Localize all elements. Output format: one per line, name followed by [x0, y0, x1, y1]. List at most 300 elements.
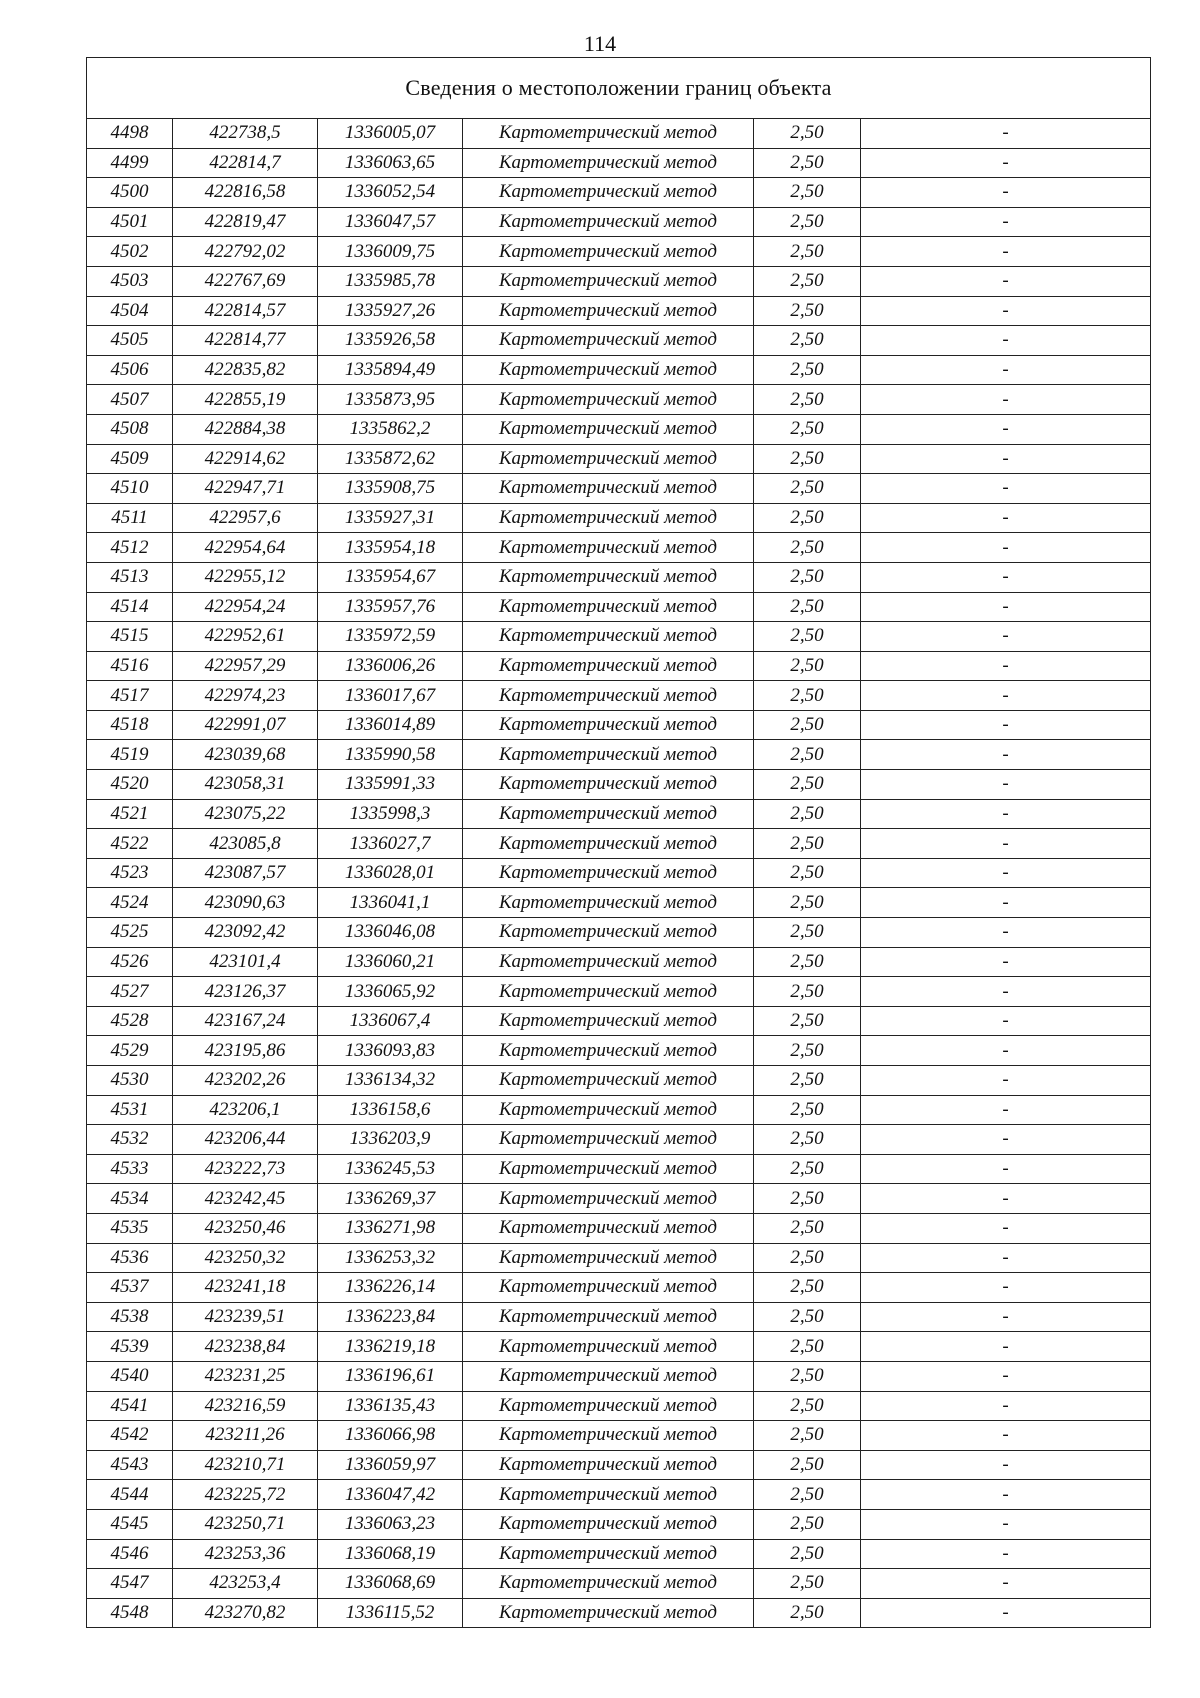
method-cell: Картометрический метод: [463, 355, 754, 385]
accuracy-cell: 2,50: [754, 770, 861, 800]
method-cell: Картометрический метод: [463, 1036, 754, 1066]
x-coordinate-cell: 422955,12: [173, 562, 318, 592]
point-number-cell: 4507: [87, 385, 173, 415]
x-coordinate-cell: 423250,32: [173, 1243, 318, 1273]
table-row: [87, 947, 1151, 977]
description-cell: -: [861, 326, 1151, 356]
accuracy-cell: 2,50: [754, 1095, 861, 1125]
method-cell: Картометрический метод: [463, 266, 754, 296]
method-cell: Картометрический метод: [463, 1125, 754, 1155]
x-coordinate-cell: 422957,6: [173, 503, 318, 533]
method-cell: Картометрический метод: [463, 1539, 754, 1569]
description-cell: -: [861, 1125, 1151, 1155]
y-coordinate-cell: 1336093,83: [318, 1036, 463, 1066]
point-number-cell: 4498: [87, 119, 173, 149]
x-coordinate-cell: 423250,46: [173, 1213, 318, 1243]
description-cell: -: [861, 1598, 1151, 1628]
description-cell: -: [861, 1213, 1151, 1243]
accuracy-cell: 2,50: [754, 1006, 861, 1036]
accuracy-cell: 2,50: [754, 1184, 861, 1214]
y-coordinate-cell: 1335985,78: [318, 266, 463, 296]
method-cell: Картометрический метод: [463, 977, 754, 1007]
y-coordinate-cell: 1335927,26: [318, 296, 463, 326]
method-cell: Картометрический метод: [463, 1391, 754, 1421]
y-coordinate-cell: 1336223,84: [318, 1302, 463, 1332]
accuracy-cell: 2,50: [754, 918, 861, 948]
table-row: [87, 148, 1151, 178]
table-header-row: [87, 58, 1151, 119]
accuracy-cell: 2,50: [754, 829, 861, 859]
y-coordinate-cell: 1335908,75: [318, 474, 463, 504]
table-row: [87, 1509, 1151, 1539]
table-row: [87, 533, 1151, 563]
accuracy-cell: 2,50: [754, 1450, 861, 1480]
x-coordinate-cell: 422792,02: [173, 237, 318, 267]
boundary-coordinates-table: [86, 57, 1151, 1628]
description-cell: -: [861, 770, 1151, 800]
x-coordinate-cell: 423039,68: [173, 740, 318, 770]
y-coordinate-cell: 1335927,31: [318, 503, 463, 533]
description-cell: -: [861, 296, 1151, 326]
y-coordinate-cell: 1336028,01: [318, 858, 463, 888]
table-row: [87, 1095, 1151, 1125]
y-coordinate-cell: 1335998,3: [318, 799, 463, 829]
point-number-cell: 4522: [87, 829, 173, 859]
accuracy-cell: 2,50: [754, 1036, 861, 1066]
point-number-cell: 4519: [87, 740, 173, 770]
method-cell: Картометрический метод: [463, 178, 754, 208]
accuracy-cell: 2,50: [754, 207, 861, 237]
y-coordinate-cell: 1335991,33: [318, 770, 463, 800]
y-coordinate-cell: 1336245,53: [318, 1154, 463, 1184]
point-number-cell: 4516: [87, 651, 173, 681]
description-cell: -: [861, 1391, 1151, 1421]
description-cell: -: [861, 474, 1151, 504]
method-cell: Картометрический метод: [463, 119, 754, 149]
method-cell: Картометрический метод: [463, 1480, 754, 1510]
point-number-cell: 4510: [87, 474, 173, 504]
x-coordinate-cell: 423202,26: [173, 1066, 318, 1096]
y-coordinate-cell: 1336115,52: [318, 1598, 463, 1628]
description-cell: -: [861, 1539, 1151, 1569]
table-row: [87, 474, 1151, 504]
point-number-cell: 4541: [87, 1391, 173, 1421]
table-row: [87, 1302, 1151, 1332]
description-cell: -: [861, 178, 1151, 208]
method-cell: Картометрический метод: [463, 1332, 754, 1362]
method-cell: Картометрический метод: [463, 622, 754, 652]
table-row: [87, 1480, 1151, 1510]
accuracy-cell: 2,50: [754, 326, 861, 356]
y-coordinate-cell: 1335954,18: [318, 533, 463, 563]
point-number-cell: 4544: [87, 1480, 173, 1510]
point-number-cell: 4502: [87, 237, 173, 267]
method-cell: Картометрический метод: [463, 947, 754, 977]
table-row: [87, 207, 1151, 237]
y-coordinate-cell: 1335873,95: [318, 385, 463, 415]
method-cell: Картометрический метод: [463, 829, 754, 859]
method-cell: Картометрический метод: [463, 1095, 754, 1125]
table-row: [87, 1450, 1151, 1480]
table-row: [87, 385, 1151, 415]
y-coordinate-cell: 1336017,67: [318, 681, 463, 711]
point-number-cell: 4514: [87, 592, 173, 622]
x-coordinate-cell: 423167,24: [173, 1006, 318, 1036]
x-coordinate-cell: 423238,84: [173, 1332, 318, 1362]
table-title: Сведения о местоположении границ объекта: [87, 58, 1151, 119]
x-coordinate-cell: 423239,51: [173, 1302, 318, 1332]
point-number-cell: 4513: [87, 562, 173, 592]
table-row: [87, 1569, 1151, 1599]
table-row: [87, 888, 1151, 918]
method-cell: Картометрический метод: [463, 562, 754, 592]
accuracy-cell: 2,50: [754, 414, 861, 444]
description-cell: -: [861, 503, 1151, 533]
method-cell: Картометрический метод: [463, 1598, 754, 1628]
table-row: [87, 977, 1151, 1007]
table-row: [87, 770, 1151, 800]
accuracy-cell: 2,50: [754, 148, 861, 178]
point-number-cell: 4503: [87, 266, 173, 296]
y-coordinate-cell: 1336047,57: [318, 207, 463, 237]
accuracy-cell: 2,50: [754, 562, 861, 592]
table-row: [87, 1154, 1151, 1184]
table-row: [87, 1539, 1151, 1569]
point-number-cell: 4511: [87, 503, 173, 533]
accuracy-cell: 2,50: [754, 178, 861, 208]
accuracy-cell: 2,50: [754, 1125, 861, 1155]
y-coordinate-cell: 1336027,7: [318, 829, 463, 859]
point-number-cell: 4518: [87, 710, 173, 740]
y-coordinate-cell: 1336068,69: [318, 1569, 463, 1599]
y-coordinate-cell: 1335954,67: [318, 562, 463, 592]
method-cell: Картометрический метод: [463, 503, 754, 533]
table-row: [87, 799, 1151, 829]
accuracy-cell: 2,50: [754, 1539, 861, 1569]
x-coordinate-cell: 422814,77: [173, 326, 318, 356]
y-coordinate-cell: 1335926,58: [318, 326, 463, 356]
table-row: [87, 858, 1151, 888]
x-coordinate-cell: 422954,24: [173, 592, 318, 622]
method-cell: Картометрический метод: [463, 681, 754, 711]
method-cell: Картометрический метод: [463, 1273, 754, 1303]
table-row: [87, 1332, 1151, 1362]
point-number-cell: 4515: [87, 622, 173, 652]
accuracy-cell: 2,50: [754, 977, 861, 1007]
y-coordinate-cell: 1336060,21: [318, 947, 463, 977]
page-number: 114: [583, 31, 617, 56]
description-cell: -: [861, 1302, 1151, 1332]
accuracy-cell: 2,50: [754, 947, 861, 977]
accuracy-cell: 2,50: [754, 799, 861, 829]
point-number-cell: 4500: [87, 178, 173, 208]
description-cell: -: [861, 829, 1151, 859]
x-coordinate-cell: 422914,62: [173, 444, 318, 474]
description-cell: -: [861, 119, 1151, 149]
description-cell: -: [861, 1480, 1151, 1510]
point-number-cell: 4517: [87, 681, 173, 711]
description-cell: -: [861, 148, 1151, 178]
point-number-cell: 4529: [87, 1036, 173, 1066]
accuracy-cell: 2,50: [754, 1273, 861, 1303]
table-row: [87, 1391, 1151, 1421]
x-coordinate-cell: 422991,07: [173, 710, 318, 740]
table-row: [87, 710, 1151, 740]
x-coordinate-cell: 422814,57: [173, 296, 318, 326]
method-cell: Картометрический метод: [463, 592, 754, 622]
point-number-cell: 4542: [87, 1421, 173, 1451]
accuracy-cell: 2,50: [754, 266, 861, 296]
y-coordinate-cell: 1336271,98: [318, 1213, 463, 1243]
x-coordinate-cell: 422816,58: [173, 178, 318, 208]
x-coordinate-cell: 422952,61: [173, 622, 318, 652]
accuracy-cell: 2,50: [754, 1302, 861, 1332]
table-row: [87, 266, 1151, 296]
y-coordinate-cell: 1336253,32: [318, 1243, 463, 1273]
description-cell: -: [861, 799, 1151, 829]
y-coordinate-cell: 1336005,07: [318, 119, 463, 149]
method-cell: Картометрический метод: [463, 888, 754, 918]
x-coordinate-cell: 423126,37: [173, 977, 318, 1007]
accuracy-cell: 2,50: [754, 681, 861, 711]
table-row: [87, 1213, 1151, 1243]
method-cell: Картометрический метод: [463, 1154, 754, 1184]
accuracy-cell: 2,50: [754, 474, 861, 504]
description-cell: -: [861, 414, 1151, 444]
method-cell: Картометрический метод: [463, 1569, 754, 1599]
method-cell: Картометрический метод: [463, 710, 754, 740]
accuracy-cell: 2,50: [754, 888, 861, 918]
accuracy-cell: 2,50: [754, 740, 861, 770]
description-cell: -: [861, 237, 1151, 267]
accuracy-cell: 2,50: [754, 503, 861, 533]
x-coordinate-cell: 423270,82: [173, 1598, 318, 1628]
x-coordinate-cell: 423225,72: [173, 1480, 318, 1510]
description-cell: -: [861, 1569, 1151, 1599]
x-coordinate-cell: 422947,71: [173, 474, 318, 504]
accuracy-cell: 2,50: [754, 1391, 861, 1421]
x-coordinate-cell: 423211,26: [173, 1421, 318, 1451]
description-cell: -: [861, 1095, 1151, 1125]
x-coordinate-cell: 423087,57: [173, 858, 318, 888]
method-cell: Картометрический метод: [463, 1302, 754, 1332]
point-number-cell: 4545: [87, 1509, 173, 1539]
y-coordinate-cell: 1336063,23: [318, 1509, 463, 1539]
table-row: [87, 651, 1151, 681]
point-number-cell: 4534: [87, 1184, 173, 1214]
point-number-cell: 4524: [87, 888, 173, 918]
description-cell: -: [861, 355, 1151, 385]
method-cell: Картометрический метод: [463, 799, 754, 829]
point-number-cell: 4548: [87, 1598, 173, 1628]
x-coordinate-cell: 423101,4: [173, 947, 318, 977]
point-number-cell: 4509: [87, 444, 173, 474]
x-coordinate-cell: 423090,63: [173, 888, 318, 918]
x-coordinate-cell: 422957,29: [173, 651, 318, 681]
point-number-cell: 4535: [87, 1213, 173, 1243]
accuracy-cell: 2,50: [754, 1598, 861, 1628]
table-row: [87, 1006, 1151, 1036]
table-row: [87, 918, 1151, 948]
method-cell: Картометрический метод: [463, 740, 754, 770]
y-coordinate-cell: 1335872,62: [318, 444, 463, 474]
y-coordinate-cell: 1335862,2: [318, 414, 463, 444]
accuracy-cell: 2,50: [754, 237, 861, 267]
description-cell: -: [861, 947, 1151, 977]
table-row: [87, 119, 1151, 149]
point-number-cell: 4505: [87, 326, 173, 356]
description-cell: -: [861, 681, 1151, 711]
x-coordinate-cell: 423085,8: [173, 829, 318, 859]
table-body: [87, 119, 1151, 1628]
y-coordinate-cell: 1336134,32: [318, 1066, 463, 1096]
point-number-cell: 4521: [87, 799, 173, 829]
x-coordinate-cell: 422738,5: [173, 119, 318, 149]
y-coordinate-cell: 1336269,37: [318, 1184, 463, 1214]
point-number-cell: 4528: [87, 1006, 173, 1036]
y-coordinate-cell: 1336014,89: [318, 710, 463, 740]
description-cell: -: [861, 1421, 1151, 1451]
method-cell: Картометрический метод: [463, 148, 754, 178]
y-coordinate-cell: 1335990,58: [318, 740, 463, 770]
description-cell: -: [861, 622, 1151, 652]
x-coordinate-cell: 423195,86: [173, 1036, 318, 1066]
accuracy-cell: 2,50: [754, 1066, 861, 1096]
point-number-cell: 4512: [87, 533, 173, 563]
method-cell: Картометрический метод: [463, 651, 754, 681]
table-row: [87, 178, 1151, 208]
description-cell: -: [861, 1243, 1151, 1273]
x-coordinate-cell: 422954,64: [173, 533, 318, 563]
x-coordinate-cell: 422767,69: [173, 266, 318, 296]
accuracy-cell: 2,50: [754, 858, 861, 888]
point-number-cell: 4525: [87, 918, 173, 948]
point-number-cell: 4504: [87, 296, 173, 326]
accuracy-cell: 2,50: [754, 385, 861, 415]
description-cell: -: [861, 651, 1151, 681]
y-coordinate-cell: 1336059,97: [318, 1450, 463, 1480]
method-cell: Картометрический метод: [463, 858, 754, 888]
method-cell: Картометрический метод: [463, 207, 754, 237]
point-number-cell: 4506: [87, 355, 173, 385]
table-row: [87, 1598, 1151, 1628]
y-coordinate-cell: 1336063,65: [318, 148, 463, 178]
description-cell: -: [861, 385, 1151, 415]
y-coordinate-cell: 1336226,14: [318, 1273, 463, 1303]
description-cell: -: [861, 858, 1151, 888]
accuracy-cell: 2,50: [754, 1509, 861, 1539]
table-row: [87, 1184, 1151, 1214]
y-coordinate-cell: 1336203,9: [318, 1125, 463, 1155]
x-coordinate-cell: 423231,25: [173, 1361, 318, 1391]
description-cell: -: [861, 888, 1151, 918]
x-coordinate-cell: 422884,38: [173, 414, 318, 444]
description-cell: -: [861, 1273, 1151, 1303]
x-coordinate-cell: 422855,19: [173, 385, 318, 415]
description-cell: -: [861, 1184, 1151, 1214]
y-coordinate-cell: 1335894,49: [318, 355, 463, 385]
x-coordinate-cell: 423222,73: [173, 1154, 318, 1184]
point-number-cell: 4532: [87, 1125, 173, 1155]
table-row: [87, 237, 1151, 267]
method-cell: Картометрический метод: [463, 1509, 754, 1539]
point-number-cell: 4547: [87, 1569, 173, 1599]
x-coordinate-cell: 423206,1: [173, 1095, 318, 1125]
table-row: [87, 414, 1151, 444]
point-number-cell: 4546: [87, 1539, 173, 1569]
description-cell: -: [861, 1154, 1151, 1184]
method-cell: Картометрический метод: [463, 414, 754, 444]
table-row: [87, 1273, 1151, 1303]
accuracy-cell: 2,50: [754, 1243, 861, 1273]
x-coordinate-cell: 423241,18: [173, 1273, 318, 1303]
point-number-cell: 4526: [87, 947, 173, 977]
point-number-cell: 4537: [87, 1273, 173, 1303]
point-number-cell: 4501: [87, 207, 173, 237]
x-coordinate-cell: 423206,44: [173, 1125, 318, 1155]
point-number-cell: 4527: [87, 977, 173, 1007]
y-coordinate-cell: 1335957,76: [318, 592, 463, 622]
x-coordinate-cell: 423253,36: [173, 1539, 318, 1569]
table-row: [87, 562, 1151, 592]
point-number-cell: 4538: [87, 1302, 173, 1332]
x-coordinate-cell: 422819,47: [173, 207, 318, 237]
description-cell: -: [861, 562, 1151, 592]
method-cell: Картометрический метод: [463, 1066, 754, 1096]
description-cell: -: [861, 1509, 1151, 1539]
description-cell: -: [861, 1332, 1151, 1362]
description-cell: -: [861, 1006, 1151, 1036]
y-coordinate-cell: 1336196,61: [318, 1361, 463, 1391]
method-cell: Картометрический метод: [463, 474, 754, 504]
accuracy-cell: 2,50: [754, 592, 861, 622]
description-cell: -: [861, 1361, 1151, 1391]
y-coordinate-cell: 1336065,92: [318, 977, 463, 1007]
accuracy-cell: 2,50: [754, 119, 861, 149]
x-coordinate-cell: 423092,42: [173, 918, 318, 948]
method-cell: Картометрический метод: [463, 1213, 754, 1243]
point-number-cell: 4536: [87, 1243, 173, 1273]
point-number-cell: 4533: [87, 1154, 173, 1184]
point-number-cell: 4531: [87, 1095, 173, 1125]
x-coordinate-cell: 423058,31: [173, 770, 318, 800]
y-coordinate-cell: 1336041,1: [318, 888, 463, 918]
method-cell: Картометрический метод: [463, 1006, 754, 1036]
description-cell: -: [861, 266, 1151, 296]
y-coordinate-cell: 1336052,54: [318, 178, 463, 208]
accuracy-cell: 2,50: [754, 533, 861, 563]
accuracy-cell: 2,50: [754, 355, 861, 385]
y-coordinate-cell: 1336046,08: [318, 918, 463, 948]
y-coordinate-cell: 1336068,19: [318, 1539, 463, 1569]
table-row: [87, 829, 1151, 859]
y-coordinate-cell: 1336067,4: [318, 1006, 463, 1036]
point-number-cell: 4508: [87, 414, 173, 444]
description-cell: -: [861, 1066, 1151, 1096]
method-cell: Картометрический метод: [463, 296, 754, 326]
method-cell: Картометрический метод: [463, 237, 754, 267]
method-cell: Картометрический метод: [463, 385, 754, 415]
x-coordinate-cell: 423250,71: [173, 1509, 318, 1539]
point-number-cell: 4530: [87, 1066, 173, 1096]
table-row: [87, 1125, 1151, 1155]
table-row: [87, 1421, 1151, 1451]
description-cell: -: [861, 918, 1151, 948]
table-row: [87, 1361, 1151, 1391]
table-row: [87, 503, 1151, 533]
accuracy-cell: 2,50: [754, 444, 861, 474]
method-cell: Картометрический метод: [463, 918, 754, 948]
